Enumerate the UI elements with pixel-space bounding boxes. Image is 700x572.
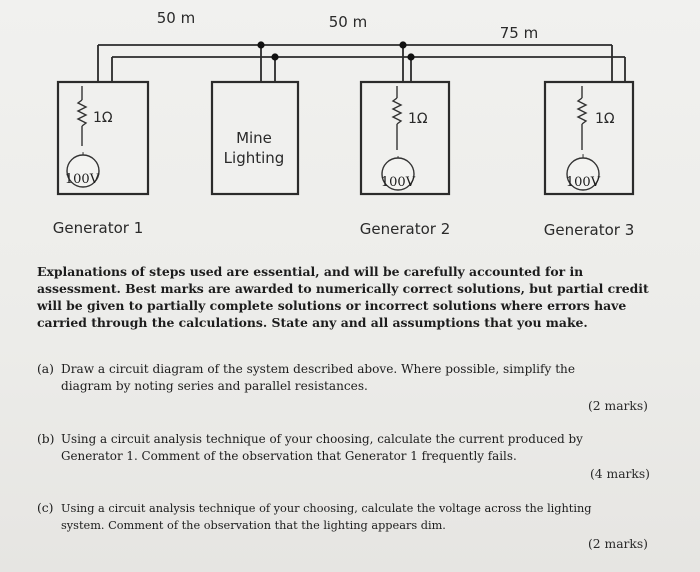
mine-lighting bbox=[212, 82, 298, 194]
question-label: (c) bbox=[37, 501, 54, 515]
question-text bbox=[61, 361, 575, 395]
question-line: system. Comment of the observation that the lighting appears dim. bbox=[61, 519, 446, 532]
resistor-label: 1Ω bbox=[595, 111, 615, 127]
question-line: Using a circuit analysis technique of your choosing, calculate the voltage across the lighting bbox=[61, 502, 592, 515]
question-line: Draw a circuit diagram of the system described above. Where possible, simplify the bbox=[61, 362, 576, 376]
instructions-line: will be given to partially complete solutions or incorrect solutions where errors have bbox=[37, 298, 627, 313]
mine-lighting-label-line2: Lighting bbox=[223, 149, 285, 167]
voltage-label: 100V bbox=[64, 172, 100, 187]
question-line: Generator 1. Comment of the observation that Generator 1 frequently fails. bbox=[61, 449, 517, 463]
generator-3-label: Generator 3 bbox=[543, 221, 635, 239]
question-text bbox=[61, 500, 591, 534]
generator-3 bbox=[545, 82, 633, 194]
junction-dot bbox=[271, 53, 278, 60]
marks-a: (2 marks) bbox=[588, 399, 648, 413]
distance-label-1: 50 m bbox=[156, 9, 196, 27]
junction-dot bbox=[407, 53, 414, 60]
mine-lighting-label-line1: Mine bbox=[236, 129, 272, 147]
question-line: diagram by noting series and parallel resistances. bbox=[61, 379, 368, 393]
bus-wires bbox=[98, 45, 625, 82]
distance-label-3: 75 m bbox=[499, 24, 539, 42]
generator-1-label: Generator 1 bbox=[52, 219, 144, 237]
question-c bbox=[37, 500, 687, 536]
marks-b: (4 marks) bbox=[590, 467, 650, 481]
voltage-label: 100V bbox=[565, 175, 601, 190]
resistor-label: 1Ω bbox=[93, 110, 113, 126]
marks-c: (2 marks) bbox=[588, 537, 648, 551]
question-b bbox=[37, 431, 677, 467]
generator-2 bbox=[361, 82, 449, 194]
resistor-label: 1Ω bbox=[408, 111, 428, 127]
instructions-line: assessment. Best marks are awarded to numerically correct solutions, but partial credit bbox=[37, 281, 649, 296]
question-a bbox=[37, 361, 677, 397]
circuit-diagram bbox=[0, 0, 700, 250]
distance-label-2: 50 m bbox=[328, 13, 368, 31]
question-label: (a) bbox=[37, 362, 54, 376]
junction-dot bbox=[399, 41, 406, 48]
voltage-label: 100V bbox=[380, 175, 416, 190]
instructions-line: Explanations of steps used are essential, and will be carefully accounted for in bbox=[37, 264, 584, 279]
generator-1 bbox=[58, 82, 148, 194]
generator-2-label: Generator 2 bbox=[359, 220, 451, 238]
instructions-line: carried through the calculations. State any and all assumptions that you make. bbox=[37, 315, 588, 330]
junction-dot bbox=[257, 41, 264, 48]
question-label: (b) bbox=[37, 432, 55, 446]
question-line: Using a circuit analysis technique of your choosing, calculate the current produced by bbox=[61, 432, 583, 446]
instructions-paragraph bbox=[37, 263, 649, 331]
question-text bbox=[61, 431, 583, 465]
